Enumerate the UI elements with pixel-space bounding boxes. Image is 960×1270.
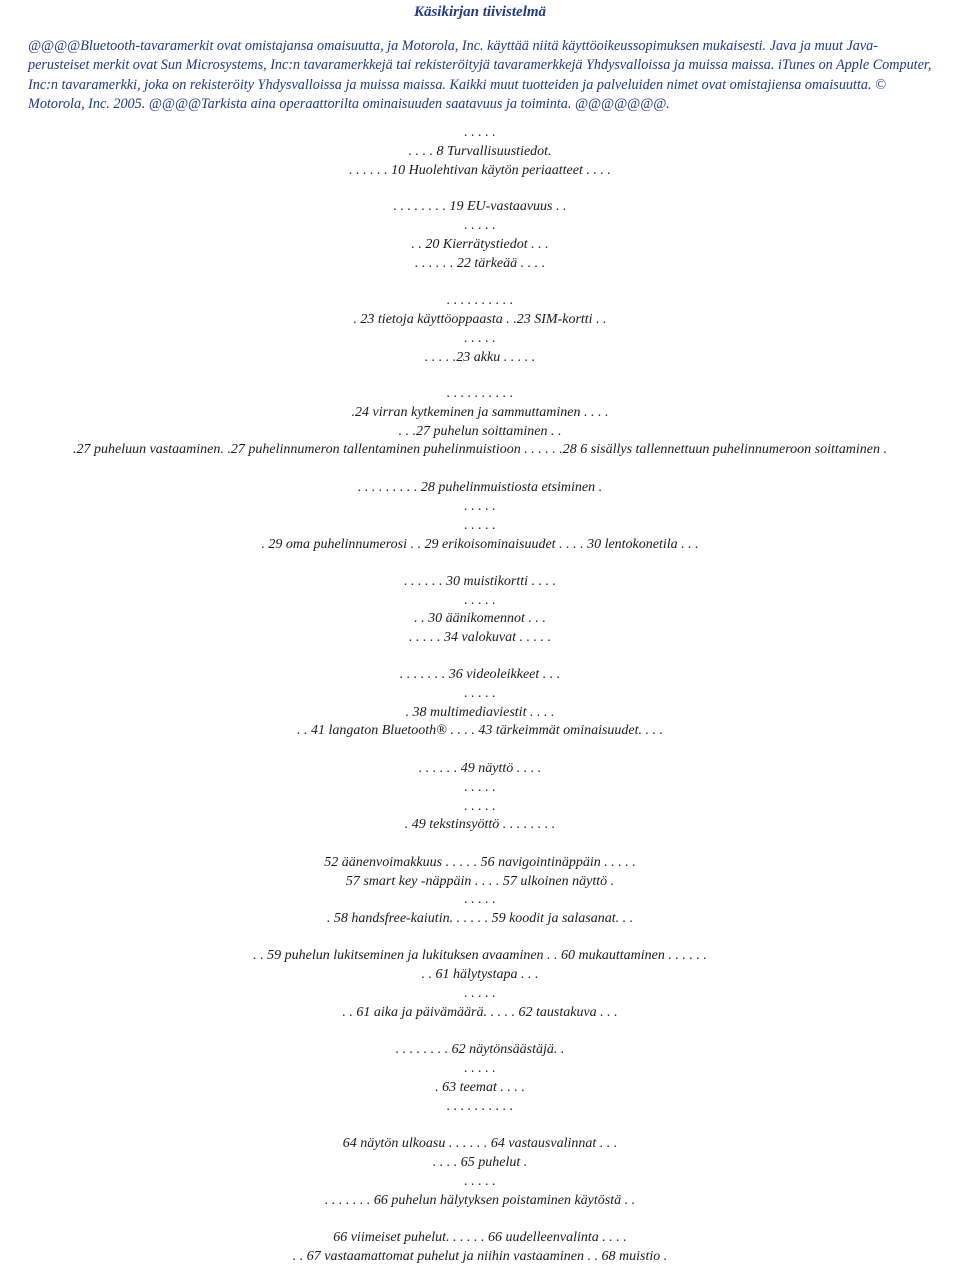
toc-entry: . . 61 aika ja päivämäärä. . . . . 62 taustakuva . . . [342,1005,618,1020]
toc-entry: . 23 tietoja käyttöoppaasta . .23 SIM-kortti . . [353,312,607,327]
toc-entry: . . . . . . . . 62 näytönsäästäjä. . [395,1042,565,1057]
toc-entry: . . . . . [464,986,496,1001]
toc-entry: . . . . . . . 36 videoleikkeet . . . [399,667,561,682]
toc-entry: . . . . . [464,331,496,346]
toc-entry: . . 41 langaton Bluetooth® . . . . 43 tärkeimmät ominaisuudet. . . . [296,723,664,738]
toc-entry: 57 smart key -näppäin . . . . 57 ulkoinen näyttö . [345,874,615,889]
toc-entry: . . . . . 34 valokuvat . . . . . [409,630,551,645]
toc-entry: . . . . 8 Turvallisuustiedot. [408,144,552,159]
toc-entry: . . 67 vastaamattomat puhelut ja niihin vastaaminen . . 68 muistio . [292,1249,668,1264]
toc-entry: . . 30 äänikomennot . . . [414,611,546,626]
document-title: Käsikirjan tiivistelmä [413,4,547,20]
toc-entry: . . . . . . . . . . [446,293,514,308]
toc-entry: . . . . . . 10 Huolehtivan käytön periaatteet . . . . [349,163,611,178]
toc-entry: . . . . . . 30 muistikortti . . . . [403,574,557,589]
toc-entry: . . . . . . . 66 puhelun hälytyksen poistaminen käytöstä . . [324,1193,636,1208]
toc-entry: . . . . . [464,686,496,701]
toc-entry: 64 näytön ulkoasu . . . . . . 64 vastausvalinnat . . . [342,1136,618,1151]
toc-entry: . 58 handsfree-kaiutin. . . . . . 59 koodit ja salasanat. . . [326,911,634,926]
toc-entry: . 29 oma puhelinnumerosi . . 29 erikoisominaisuudet . . . . 30 lentokonetila . . . [261,537,699,552]
toc-entry: . . . . . [464,518,496,533]
toc-entry: 52 äänenvoimakkuus . . . . . 56 navigointinäppäin . . . . . [324,855,636,870]
toc-entry: . . . . . [464,1174,496,1189]
toc-entry: . 63 teemat . . . . [435,1080,525,1095]
toc-entry: . . . . . [464,499,496,514]
toc-entry: . 38 multimediaviestit . . . . [405,705,555,720]
toc-entry: .24 virran kytkeminen ja sammuttaminen . . . . [351,405,609,420]
toc-entry: . . 20 Kierrätystiedot . . . [411,237,549,252]
toc-entry: . . . . . . . . . . [446,386,514,401]
toc-entry: . . . . . [464,780,496,795]
toc-entry: . . . . . . 49 näyttö . . . . [418,761,542,776]
toc-entry: . . . . . [464,892,496,907]
toc-entry: . . . . . . 22 tärkeää . . . . [414,256,546,271]
toc-entry: .27 puheluun vastaaminen. .27 puhelinnumeron tallentaminen puhelinmuistioon . . . . . .28 6 sisällys tallennettuun puhelinnumeroon soittaminen . [72,442,887,457]
intro-paragraph: @@@@Bluetooth-tavaramerkit ovat omistajansa omaisuutta, ja Motorola, Inc. käyttää niitä käyttöoikeussopimuksen mukaisesti. Java ja muut Java-perusteiset merkit ovat Sun Microsystems, Inc:n tavaramerkkejä tai rekisteröityjä tavaramerkkejä Yhdysvalloissa ja muissa maissa. iTunes on Apple Computer, Inc:n tavaramerkki, joka on rekisteröity Yhdysvalloissa ja muissa maissa. Kaikki muut tuotteiden ja palveluiden nimet ovat omistajiensa omaisuutta. © Motorola, Inc. 2005. @@@@Tarkista aina operaattorilta ominaisuuden saatavuus ja toiminta. @@@@@@@. [28,38,932,112]
toc-entry: . . . . . [464,218,496,233]
toc-entry: . . . . .23 akku . . . . . [424,350,536,365]
toc-entry: . 49 tekstinsyöttö . . . . . . . . [404,817,556,832]
toc-entry: . . .27 puhelun soittaminen . . [398,424,562,439]
toc-entry: . . . . . . . . . . [446,1099,514,1114]
toc-entry: 66 viimeiset puhelut. . . . . . 66 uudelleenvalinta . . . . [333,1230,627,1245]
toc-entry: . . . . . [464,593,496,608]
toc-entry: . . . . . . . . . 28 puhelinmuistiosta etsiminen . [357,480,603,495]
toc-entry: . . 61 hälytystapa . . . [421,967,539,982]
toc-entry: . . . . . [464,799,496,814]
toc-entry: . . . . 65 puhelut . [432,1155,528,1170]
toc-entry: . . . . . [464,125,496,140]
toc-entry: . . 59 puhelun lukitseminen ja lukituksen avaaminen . . 60 mukauttaminen . . . . . . [253,948,707,963]
toc-entry: . . . . . . . . 19 EU-vastaavuus . . [393,199,567,214]
toc-entry: . . . . . [464,1061,496,1076]
